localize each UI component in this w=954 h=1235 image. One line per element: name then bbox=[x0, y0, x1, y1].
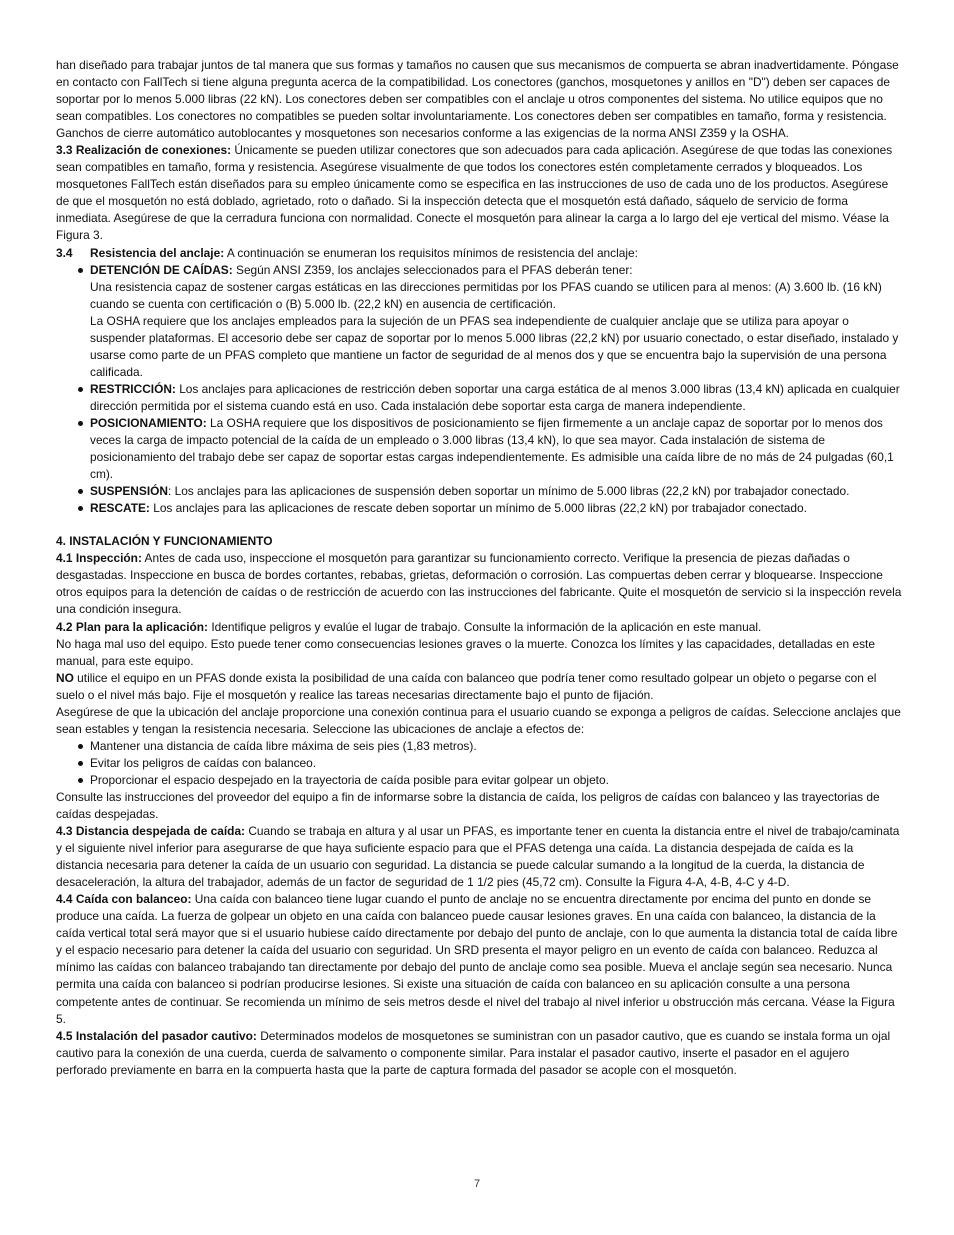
section-3-3-text: Únicamente se pueden utilizar conectores que son adecuados para cada aplicación. Asegúrese de que todas las conexiones sean compatibles en tamaño, forma y resistencia. Asegúrese visualmente de que todos los conectores estén completamente cerrados y bloqueados. Los mosquetones FallTech están diseñados para su empleo únicamente como se especifica en las instrucciones de uso de cada uno de los productos. Asegúrese de que el mosquetón no está doblado, agrietado, roto o dañado. Si la inspección detecta que el mosquetón está dañado, sáquelo de servicio de forma inmediata. Asegúrese de que la cerradura funciona con normalidad. Conecte el mosquetón para alinear la carga a lo largo del eje vertical del mismo. Véase la Figura 3. bbox=[56, 143, 893, 243]
bullet-icon bbox=[78, 778, 83, 783]
section-4-3-text: Cuando se trabaja en altura y al usar un PFAS, es importante tener en cuenta la distancia entre el nivel de trabajo/caminata y el siguiente nivel inferior para asegurarse de que haya suficiente espacio para que el PFAS detenga una caída. La distancia despejada de caída es la distancia necesaria para detener la caída de un usuario con seguridad. La distancia se puede calcular sumando a la longitud de la cuerda, la distancia de desaceleración, la altura del trabajador, además de un factor de seguridad de 1 1/2 pies (45,72 cm). Consulte la Figura 4-A, 4-B, 4-C y 4-D. bbox=[56, 824, 900, 890]
list-item bbox=[56, 500, 902, 517]
warning-no-label: NO bbox=[56, 670, 74, 685]
bullet-text: Los anclajes para aplicaciones de restricción deben soportar una carga estática de al menos 3.000 libras (13,4 kN) aplicada en cualquier dirección permitida por el sistema cuando está en uso. Cada instalación debe soportar esta carga de manera independiente. bbox=[90, 381, 900, 413]
bullet-label: RESTRICCIÓN: bbox=[90, 381, 176, 396]
list-item bbox=[56, 755, 902, 772]
bullet-icon bbox=[78, 421, 83, 426]
bullet-label: SUSPENSIÓN bbox=[90, 484, 168, 499]
list-item bbox=[56, 262, 902, 381]
list-item bbox=[56, 381, 902, 415]
bullet-text: Evitar los peligros de caídas con balanceo. bbox=[90, 755, 317, 770]
section-4-2-paragraph: Consulte las instrucciones del proveedor del equipo a fin de informarse sobre la distancia de caída, los peligros de caídas con balanceo y las trayectorias de caídas despejadas. bbox=[56, 789, 880, 822]
section-4-5-label: 4.5 Instalación del pasador cautivo: bbox=[56, 1028, 257, 1043]
bullet-text: Mantener una distancia de caída libre máxima de seis pies (1,83 metros). bbox=[90, 738, 477, 753]
section-4-1-label: 4.1 Inspección: bbox=[56, 551, 142, 566]
section-4-4-label: 4.4 Caída con balanceo: bbox=[56, 892, 192, 907]
section-4-1-text: Antes de cada uso, inspeccione el mosquetón para garantizar su funcionamiento correcto. Verifique la presencia de piezas dañadas o desgastadas. Inspeccione en busca de bordes cortantes, rebabas, grietas, deformación o corrosión. Las compuertas deben cerrar y bloquearse. Inspeccione otros equipos para la detención de caídas o de restricción de acuerdo con las instrucciones del fabricante. Quite el mosquetón de servicio si la inspección revela una condición insegura. bbox=[56, 551, 902, 617]
section-4-2-text: Identifique peligros y evalúe el lugar de trabajo. Consulte la información de la aplicación en este manual. bbox=[208, 619, 762, 634]
bullet-icon bbox=[78, 489, 83, 494]
section-4-2-warning bbox=[56, 670, 902, 704]
bullet-icon bbox=[78, 268, 83, 273]
section-3-3-label: 3.3 Realización de conexiones: bbox=[56, 143, 232, 158]
bullet-label: DETENCIÓN DE CAÍDAS: bbox=[90, 262, 233, 277]
bullet-label: POSICIONAMIENTO: bbox=[90, 415, 207, 430]
bullet-subtext: Una resistencia capaz de sostener cargas estáticas en las direcciones permitidas por los PFAS cuando se utilicen para al menos: (A) 3.600 lb. (16 kN) cuando se cuenta con certificación o (B) 5.000 lb. (22,2 kN) en ausencia de certificación. bbox=[90, 279, 882, 311]
bullet-icon bbox=[78, 744, 83, 749]
section-4-3-label: 4.3 Distancia despejada de caída: bbox=[56, 824, 246, 839]
section-4-4-text: Una caída con balanceo tiene lugar cuando el punto de anclaje no se encuentra directamente por encima del punto en donde se produce una caída. La fuerza de golpear un objeto en una caída con balanceo puede causar lesiones graves. En una caída con balanceo, la distancia de la caída vertical total será mayor que si el usuario hubiese caído directamente por debajo del punto de anclaje, con lo que aumenta la distancia total de caída libre y el espacio necesario para detener la caída del usuario con seguridad. Un SRD presenta el mayor peligro en un evento de caída con balanceo. Reduzca al mínimo las caídas con balanceo trabajando tan directamente por debajo del punto de anclaje como sea posible. Mueva el anclaje según sea necesario. Nunca permita una caída con balanceo si podrían producirse lesiones. Si existe una situación de caída con balanceo en su aplicación consulte a una persona competente antes de continuar. Se recomienda un mínimo de seis metros desde el nivel del trabajo al nivel inferior u obstrucción más cercana. Véase la Figura 5. bbox=[56, 892, 898, 1026]
section-4-3 bbox=[56, 823, 902, 891]
section-4-4 bbox=[56, 891, 902, 1027]
list-item bbox=[56, 483, 902, 500]
bullet-text: Los anclajes para las aplicaciones de rescate deben soportar un mínimo de 5.000 libras (22,2 kN) por trabajador conectado. bbox=[149, 501, 807, 516]
section-3-4-label: Resistencia del anclaje: bbox=[90, 245, 225, 260]
bullet-text: Según ANSI Z359, los anclajes seleccionados para el PFAS deberán tener: bbox=[232, 262, 633, 277]
list-item bbox=[56, 772, 902, 789]
section-spacer bbox=[56, 517, 902, 533]
bullet-icon bbox=[78, 506, 83, 511]
section-4-heading: 4. INSTALACIÓN Y FUNCIONAMIENTO bbox=[56, 534, 273, 549]
anchorage-strength-list bbox=[56, 262, 902, 518]
page-number: 7 bbox=[473, 1178, 481, 1190]
bullet-text: La OSHA requiere que los dispositivos de posicionamiento se fijen firmemente a un anclaje capaz de soportar por lo menos dos veces la carga de impacto potencial de la caída de un empleado o 3.000 libras (13,4 kN), lo que sea mayor. Cada instalación de sistema de posicionamiento del trabajo debe ser capaz de soportar estas cargas independientemente. Es admisible una caída libre de no más de 24 pulgadas (60,1 cm). bbox=[90, 415, 894, 482]
document-body bbox=[56, 57, 902, 1079]
section-4-2-label: 4.2 Plan para la aplicación: bbox=[56, 619, 209, 634]
intro-paragraph: han diseñado para trabajar juntos de tal manera que sus formas y tamaños no causen que sus mecanismos de compuerta se abran inadvertidamente. Póngase en contacto con FallTech si tiene alguna pregunta acerca de la compatibilidad. Los conectores (ganchos, mosquetones y anillos en "D") deben ser capaces de soportar por lo menos 5.000 libras (22 kN). Los conectores deben ser compatibles con el anclaje u otros componentes del sistema. No utilice equipos que no sean compatibles. Los conectores no compatibles se pueden soltar involuntariamente. Los conectores deben ser compatibles en tamaño, forma y resistencia. Ganchos de cierre automático autoblocantes y mosquetones son necesarios conforme a las exigencias de la norma ANSI Z359 y la OSHA. bbox=[56, 58, 899, 141]
section-4-5 bbox=[56, 1028, 902, 1079]
section-4-5-text: Determinados modelos de mosquetones se suministran con un pasador cautivo, que es cuando se instala forma un ojal cautivo para la conexión de una cuerda, cuerda de salvamento o componente similar. Para instalar el pasador cautivo, inserte el pasador en el agujero perforado previamente en barra en la compuerta hasta que la parte de captura formada del pasador se acople con el mosquetón. bbox=[56, 1028, 891, 1077]
section-3-4-number: 3.4 bbox=[56, 245, 73, 260]
anchorage-location-list bbox=[56, 738, 902, 789]
list-item bbox=[56, 415, 902, 483]
bullet-label: RESCATE: bbox=[90, 501, 150, 516]
section-3-4 bbox=[56, 245, 902, 262]
section-3-4-text: A continuación se enumeran los requisitos mínimos de resistencia del anclaje: bbox=[224, 245, 638, 260]
section-4-2-paragraph: No haga mal uso del equipo. Esto puede tener como consecuencias lesiones graves o la muerte. Conozca los límites y las capacidades, detalladas en este manual, para este equipo. bbox=[56, 636, 875, 668]
bullet-icon bbox=[78, 387, 83, 392]
warning-text: utilice el equipo en un PFAS donde exista la posibilidad de una caída con balanceo que podría tener como resultado golpear un objeto o pegarse con el suelo o el nivel más bajo. Fije el mosquetón y realice las tareas necesarias directamente bajo el punto de fijación. bbox=[56, 670, 877, 702]
section-3-3 bbox=[56, 142, 902, 244]
list-item bbox=[56, 738, 902, 755]
bullet-text: : Los anclajes para las aplicaciones de suspensión deben soportar un mínimo de 5.000 libras (22,2 kN) por trabajador conectado. bbox=[167, 484, 850, 499]
bullet-icon bbox=[78, 761, 83, 766]
bullet-text: Proporcionar el espacio despejado en la trayectoria de caída posible para evitar golpear un objeto. bbox=[90, 772, 609, 787]
bullet-subtext: La OSHA requiere que los anclajes empleados para la sujeción de un PFAS sea independiente de cualquier anclaje que se utiliza para apoyar o suspender plataformas. El accesorio debe ser capaz de soportar por lo menos 5.000 libras (22,2 kN) por usuario conectado, o estar diseñado, instalado y usarse como parte de un PFAS completo que mantiene un factor de seguridad de al menos dos y que se encuentra bajo la supervisión de una persona calificada. bbox=[90, 313, 899, 379]
section-4-1 bbox=[56, 550, 902, 618]
section-4-2 bbox=[56, 619, 902, 636]
section-4-2-paragraph: Asegúrese de que la ubicación del anclaje proporcione una conexión continua para el usuario cuando se exponga a peligros de caídas. Seleccione anclajes que sean estables y tengan la resistencia necesaria. Seleccione las ubicaciones de anclaje a efectos de: bbox=[56, 704, 901, 736]
